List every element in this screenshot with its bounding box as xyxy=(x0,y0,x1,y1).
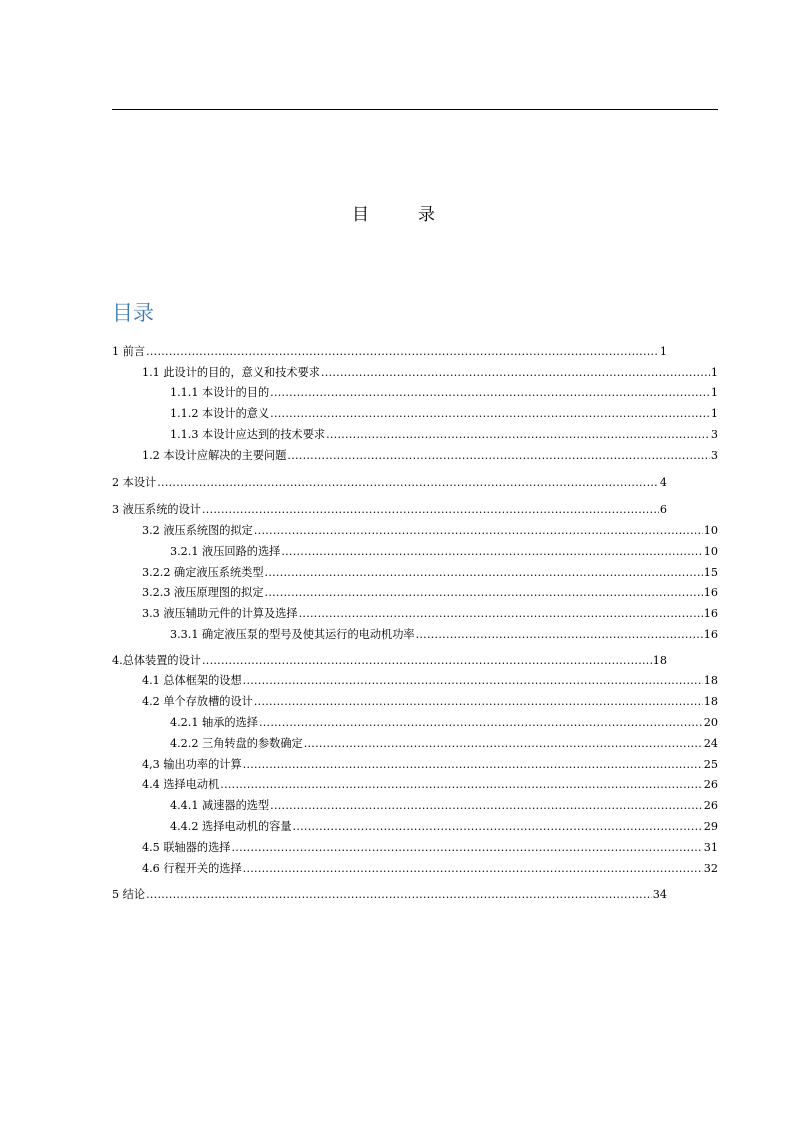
toc-entry-label: 4.2 单个存放槽的设计 xyxy=(142,695,253,708)
toc-entry-page: 24 xyxy=(703,737,718,750)
toc-entry-label: 5 结论 xyxy=(112,888,146,901)
toc-leader-dots xyxy=(254,523,703,539)
toc-leader-dots xyxy=(270,385,710,401)
toc-leader-dots xyxy=(254,694,703,710)
toc-entry-page: 3 xyxy=(710,428,718,441)
toc-entry-page: 32 xyxy=(703,862,718,875)
toc-entry[interactable] xyxy=(112,887,667,903)
toc-entry[interactable] xyxy=(112,344,667,360)
toc-entry-label: 1.1.1 本设计的目的 xyxy=(170,386,270,399)
toc-leader-dots xyxy=(157,475,659,491)
toc-entry[interactable] xyxy=(142,585,718,601)
toc-entry[interactable] xyxy=(170,627,718,643)
toc-entry-label: 1 前言 xyxy=(112,345,146,358)
toc-entry-page: 25 xyxy=(703,758,718,771)
toc-entry[interactable] xyxy=(142,861,718,877)
toc-leader-dots xyxy=(243,861,703,877)
toc-leader-dots xyxy=(146,887,652,903)
toc-entry[interactable] xyxy=(170,798,718,814)
toc-leader-dots xyxy=(270,798,703,814)
toc-entry-label: 4.4.1 减速器的选型 xyxy=(170,799,270,812)
toc-leader-dots xyxy=(243,673,703,689)
toc-entry-page: 1 xyxy=(659,345,667,358)
toc-entry[interactable] xyxy=(142,777,718,793)
toc-entry-page: 31 xyxy=(703,841,718,854)
toc-heading: 目录 xyxy=(112,301,154,325)
toc-entry[interactable] xyxy=(112,502,667,518)
toc-entry-label: 4.2.1 轴承的选择 xyxy=(170,716,258,729)
toc-entry-page: 18 xyxy=(703,674,718,687)
toc-entry-page: 1 xyxy=(710,386,718,399)
toc-entry-page: 16 xyxy=(703,607,718,620)
toc-entry-page: 16 xyxy=(703,628,718,641)
toc-leader-dots xyxy=(259,715,703,731)
toc-entry-page: 16 xyxy=(703,586,718,599)
toc-leader-dots xyxy=(281,544,702,560)
toc-entry[interactable] xyxy=(170,819,718,835)
toc-entry-label: 1.2 本设计应解决的主要问题 xyxy=(142,449,287,462)
toc-entry-label: 3 液压系统的设计 xyxy=(112,503,201,516)
toc-entry-label: 4.4 选择电动机 xyxy=(142,778,220,791)
toc-leader-dots xyxy=(265,565,703,581)
toc-entry-label: 1.1.3 本设计应达到的技术要求 xyxy=(170,428,326,441)
toc-entry[interactable] xyxy=(170,427,718,443)
toc-entry[interactable] xyxy=(170,715,718,731)
toc-entry[interactable] xyxy=(142,694,718,710)
toc-leader-dots xyxy=(202,653,652,669)
toc-entry-label: 1.1.2 本设计的意义 xyxy=(170,407,270,420)
toc-entry[interactable] xyxy=(112,653,667,669)
toc-entry-page: 10 xyxy=(703,524,718,537)
toc-entry-label: 3.2.2 确定液压系统类型 xyxy=(142,566,264,579)
toc-entry-page: 26 xyxy=(703,778,718,791)
toc-entry-page: 10 xyxy=(703,545,718,558)
toc-leader-dots xyxy=(293,819,703,835)
toc-entry-page: 26 xyxy=(703,799,718,812)
toc-leader-dots xyxy=(416,627,703,643)
toc-entry-page: 6 xyxy=(659,503,667,516)
toc-entry-label: 4,3 输出功率的计算 xyxy=(142,758,242,771)
toc-leader-dots xyxy=(299,606,703,622)
page-title: 目 录 xyxy=(352,205,451,225)
toc-entry[interactable] xyxy=(142,673,718,689)
toc-entry-label: 3.2.1 液压回路的选择 xyxy=(170,545,281,558)
toc-entry-label: 4.5 联轴器的选择 xyxy=(142,841,231,854)
toc-leader-dots xyxy=(146,344,659,360)
toc-leader-dots xyxy=(265,585,703,601)
toc-entry-label: 3.3 液压辅助元件的计算及选择 xyxy=(142,607,298,620)
toc-entry-label: 3.3.1 确定液压泵的型号及使其运行的电动机功率 xyxy=(170,628,415,641)
toc-entry[interactable] xyxy=(112,475,667,491)
toc-entry-page: 18 xyxy=(703,695,718,708)
toc-leader-dots xyxy=(304,736,703,752)
toc-entry-page: 34 xyxy=(652,888,667,901)
toc-entry[interactable] xyxy=(170,736,718,752)
toc-entry[interactable] xyxy=(170,544,718,560)
toc-entry-page: 18 xyxy=(652,654,667,667)
header-rule xyxy=(112,109,718,110)
toc-entry[interactable] xyxy=(142,840,718,856)
toc-entry[interactable] xyxy=(170,406,718,422)
toc-entry-label: 4.6 行程开关的选择 xyxy=(142,862,242,875)
toc-entry[interactable] xyxy=(142,565,718,581)
toc-entry[interactable] xyxy=(142,757,718,773)
toc-entry-label: 3.2 液压系统图的拟定 xyxy=(142,524,253,537)
toc-entry[interactable] xyxy=(142,448,718,464)
toc-entry[interactable] xyxy=(142,606,718,622)
toc-entry-label: 4.1 总体框架的设想 xyxy=(142,674,242,687)
toc-entry-page: 29 xyxy=(703,820,718,833)
toc-entry[interactable] xyxy=(170,385,718,401)
toc-leader-dots xyxy=(326,427,710,443)
toc-entry-label: 4.4.2 选择电动机的容量 xyxy=(170,820,292,833)
toc-entry-page: 20 xyxy=(703,716,718,729)
toc-leader-dots xyxy=(220,777,702,793)
toc-entry-label: 4.总体装置的设计 xyxy=(112,654,201,667)
toc-leader-dots xyxy=(231,840,702,856)
toc-entry-page: 4 xyxy=(659,476,667,489)
toc-entry[interactable] xyxy=(142,523,718,539)
toc-entry-page: 15 xyxy=(703,566,718,579)
toc-leader-dots xyxy=(321,365,710,381)
toc-leader-dots xyxy=(243,757,703,773)
toc-entry-page: 3 xyxy=(710,449,718,462)
toc-leader-dots xyxy=(202,502,659,518)
toc-leader-dots xyxy=(287,448,709,464)
toc-leader-dots xyxy=(270,406,710,422)
toc-entry[interactable] xyxy=(142,365,718,381)
toc-entry-page: 1 xyxy=(710,407,718,420)
toc-entry-page: 1 xyxy=(710,366,718,379)
toc-entry-label: 1.1 此设计的目的，意义和技术要求 xyxy=(142,366,320,379)
toc-entry-label: 3.2.3 液压原理图的拟定 xyxy=(142,586,264,599)
toc-entry-label: 2 本设计 xyxy=(112,476,157,489)
toc-entry-label: 4.2.2 三角转盘的参数确定 xyxy=(170,737,303,750)
